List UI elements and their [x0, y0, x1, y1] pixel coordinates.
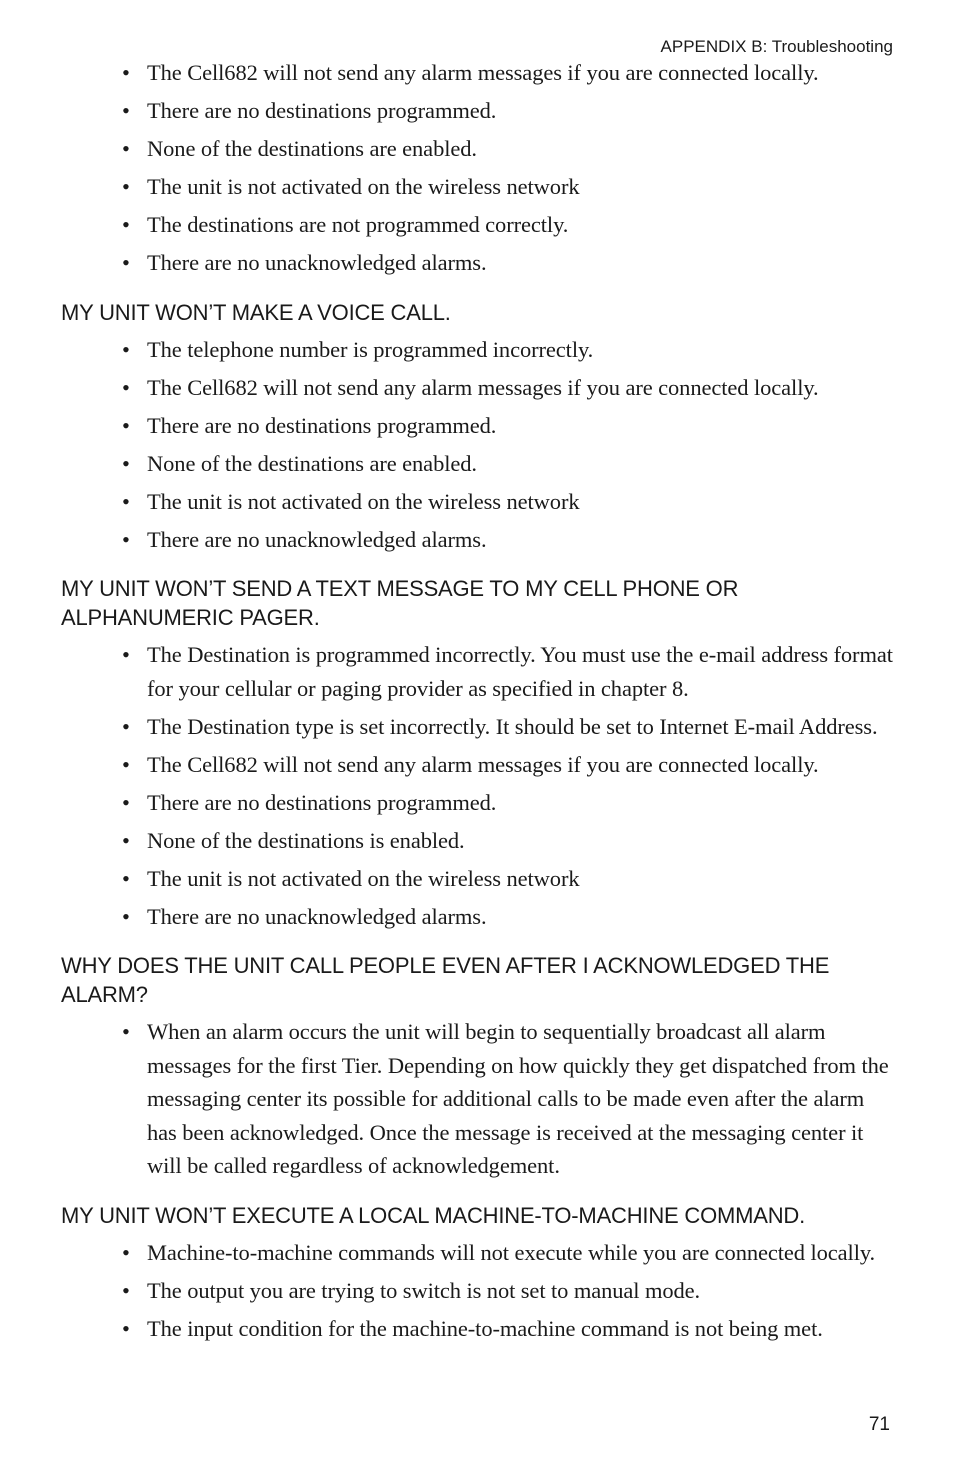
- bullet-list: [61, 1236, 893, 1346]
- list-item: • The Cell682 will not send any alarm messages if you are connected locally.: [122, 371, 893, 405]
- list-item: • The input condition for the machine-to-machine command is not being met.: [122, 1312, 893, 1346]
- list-item: • The Destination is programmed incorrectly. You must use the e-mail address format for your cellular or paging provider as specified in chapter 8.: [122, 638, 893, 705]
- list-item: • There are no unacknowledged alarms.: [122, 900, 893, 934]
- list-item: • The unit is not activated on the wireless network: [122, 862, 893, 896]
- list-item: • The Cell682 will not send any alarm messages if you are connected locally.: [122, 56, 893, 90]
- list-item: • None of the destinations are enabled.: [122, 132, 893, 166]
- list-item: • There are no destinations programmed.: [122, 409, 893, 443]
- section-heading: WHY DOES THE UNIT CALL PEOPLE EVEN AFTER I ACKNOWLEDGED THE ALARM?: [61, 953, 830, 1007]
- list-item: • The Destination type is set incorrectly. It should be set to Internet E-mail Address.: [122, 710, 893, 744]
- section-calls-after-acknowledge: [61, 951, 893, 1183]
- list-item: • The Cell682 will not send any alarm messages if you are connected locally.: [122, 748, 893, 782]
- list-item: • The output you are trying to switch is not set to manual mode.: [122, 1274, 893, 1308]
- list-item: • The unit is not activated on the wireless network: [122, 170, 893, 204]
- section-heading: MY UNIT WON’T SEND A TEXT MESSAGE TO MY CELL PHONE OR ALPHANUMERIC PAGER.: [61, 576, 739, 630]
- list-item: • The unit is not activated on the wireless network: [122, 485, 893, 519]
- list-item: • Machine-to-machine commands will not execute while you are connected locally.: [122, 1236, 893, 1270]
- list-item: • When an alarm occurs the unit will begin to sequentially broadcast all alarm messages for the first Tier. Depending on how quickly they get dispatched from the messaging center its possible for additional calls to be made even after the alarm has been acknowledged. Once the message is received at the messaging center it will be called regardless of acknowledgement.: [122, 1015, 893, 1183]
- running-header: APPENDIX B: Troubleshooting: [660, 37, 893, 56]
- list-item: • None of the destinations is enabled.: [122, 824, 893, 858]
- section-text-message: [61, 574, 893, 933]
- list-item: • None of the destinations are enabled.: [122, 447, 893, 481]
- list-item: • There are no destinations programmed.: [122, 94, 893, 128]
- list-item: • The telephone number is programmed incorrectly.: [122, 333, 893, 367]
- list-item: • There are no unacknowledged alarms.: [122, 246, 893, 280]
- bullet-list: [61, 56, 893, 280]
- list-item: • The destinations are not programmed correctly.: [122, 208, 893, 242]
- section-voice-call: [61, 298, 893, 557]
- section-machine-to-machine: [61, 1201, 893, 1346]
- section-alarm-messages-continued: [61, 56, 893, 280]
- section-heading: MY UNIT WON’T EXECUTE A LOCAL MACHINE-TO-MACHINE COMMAND.: [61, 1202, 806, 1228]
- bullet-list: [61, 333, 893, 557]
- list-item: • There are no destinations programmed.: [122, 786, 893, 820]
- list-item: • There are no unacknowledged alarms.: [122, 523, 893, 557]
- page-content: [61, 56, 893, 1345]
- section-heading: MY UNIT WON’T MAKE A VOICE CALL.: [61, 299, 451, 325]
- bullet-list: [61, 1015, 893, 1183]
- bullet-list: [61, 638, 893, 933]
- page-number: 71: [868, 1414, 890, 1435]
